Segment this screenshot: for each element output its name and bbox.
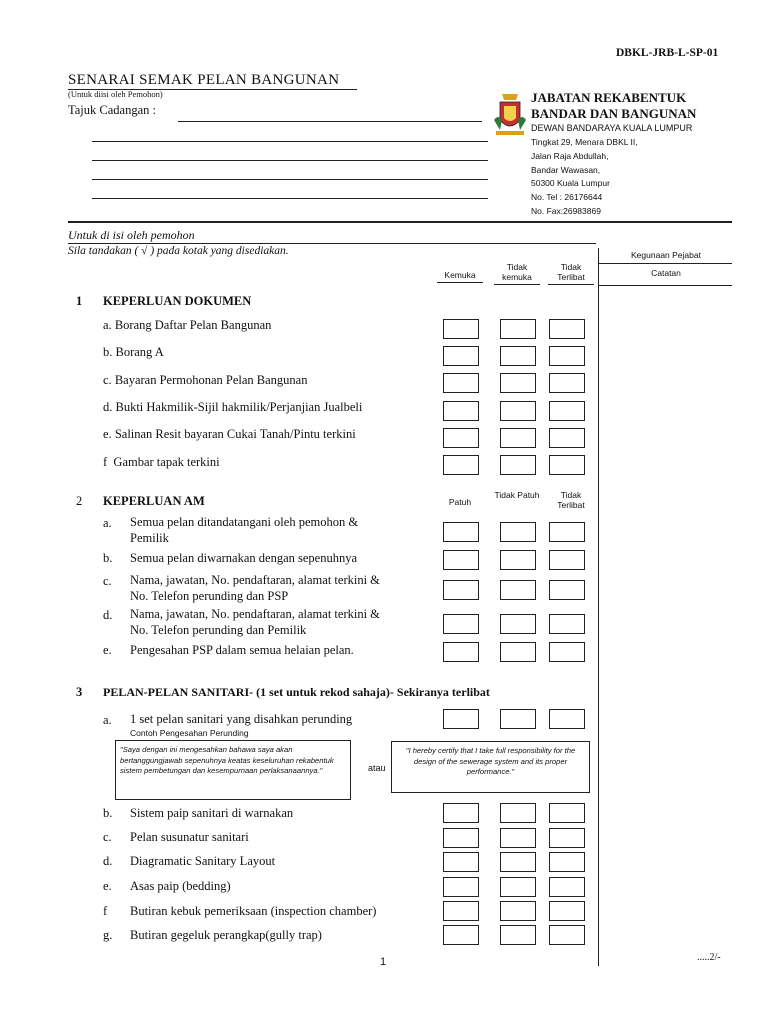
list-item: Pengesahan PSP dalam semua helaian pelan.	[130, 643, 354, 657]
continuation-marker: .....2/-	[697, 952, 721, 963]
checkbox[interactable]	[549, 925, 585, 945]
tajuk-label: Tajuk Cadangan :	[68, 103, 156, 117]
office-column-border	[598, 248, 599, 966]
note-underline	[68, 243, 596, 244]
list-item: Semua pelan diwarnakan dengan sepenuhnya	[130, 551, 358, 565]
applicant-note: Untuk di isi oleh pemohon	[68, 228, 195, 242]
instruction: Sila tandakan ( √ ) pada kotak yang disediakan.	[68, 245, 289, 257]
example-caption: Contoh Pengesahan Perunding	[130, 728, 249, 738]
checkbox[interactable]	[500, 642, 536, 662]
checkbox[interactable]	[500, 428, 536, 448]
col-underline	[548, 284, 594, 285]
document-code: DBKL-JRB-L-SP-01	[616, 47, 719, 59]
dbkl-crest-icon	[492, 90, 528, 140]
checkbox[interactable]	[549, 614, 585, 634]
checkbox[interactable]	[500, 522, 536, 542]
col-underline	[437, 282, 483, 283]
col-tidak-kemuka: Tidak kemuka	[502, 262, 532, 282]
tajuk-line-5[interactable]	[92, 198, 488, 199]
tajuk-line-2[interactable]	[92, 141, 488, 142]
col-patuh: Patuh	[448, 497, 472, 507]
checkbox[interactable]	[443, 828, 479, 848]
checkbox[interactable]	[443, 877, 479, 897]
section-1-number: 1	[76, 294, 83, 308]
item-letter: e.	[103, 879, 112, 893]
list-item: Sistem paip sanitari di warnakan	[130, 806, 294, 820]
item-letter: c.	[103, 830, 112, 844]
page-subtitle: (Untuk diisi oleh Pemohon)	[68, 89, 163, 99]
address-line: Jalan Raja Abdullah,	[531, 150, 609, 161]
checkbox[interactable]	[443, 550, 479, 570]
checkbox[interactable]	[443, 428, 479, 448]
checkbox[interactable]	[549, 901, 585, 921]
section-3-number: 3	[76, 685, 83, 699]
tajuk-line-3[interactable]	[92, 160, 488, 161]
checkbox[interactable]	[549, 580, 585, 600]
section-3-title: PELAN-PELAN SANITARI- (1 set untuk rekod sahaja)- Sekiranya terlibat	[103, 685, 490, 699]
checkbox[interactable]	[500, 803, 536, 823]
list-item: 1 set pelan sanitari yang disahkan perunding	[130, 712, 353, 726]
item-letter: d.	[103, 608, 113, 622]
checkbox[interactable]	[500, 455, 536, 475]
checkbox[interactable]	[549, 522, 585, 542]
tajuk-line-4[interactable]	[92, 179, 488, 180]
checkbox[interactable]	[443, 455, 479, 475]
dept-line-1: JABATAN REKABENTUK	[531, 90, 687, 105]
checkbox[interactable]	[500, 901, 536, 921]
item-letter: g.	[103, 928, 113, 942]
address-line: 50300 Kuala Lumpur	[531, 178, 610, 189]
col-tidak-terlibat-2: Tidak Terlibat	[557, 490, 585, 510]
checkbox[interactable]	[549, 373, 585, 393]
item-letter: b.	[103, 551, 113, 565]
checkbox[interactable]	[500, 709, 536, 729]
checkbox[interactable]	[549, 803, 585, 823]
checkbox[interactable]	[549, 642, 585, 662]
dept-org: DEWAN BANDARAYA KUALA LUMPUR	[531, 123, 693, 133]
checkbox[interactable]	[549, 455, 585, 475]
address-line: Bandar Wawasan,	[531, 164, 601, 175]
section-1-title: KEPERLUAN DOKUMEN	[103, 294, 252, 308]
item-letter: a.	[103, 713, 112, 727]
checkbox[interactable]	[500, 828, 536, 848]
list-item: f Gambar tapak terkini	[103, 455, 220, 469]
checkbox[interactable]	[549, 319, 585, 339]
checkbox[interactable]	[500, 319, 536, 339]
col-tidak-patuh: Tidak Patuh	[494, 490, 540, 500]
list-item: e. Salinan Resit bayaran Cukai Tanah/Pintu terkini	[103, 427, 356, 441]
checkbox[interactable]	[443, 709, 479, 729]
list-item: Asas paip (bedding)	[130, 879, 231, 893]
dept-address	[531, 136, 638, 219]
checkbox[interactable]	[549, 877, 585, 897]
section-2-number: 2	[76, 494, 83, 508]
item-letter: c.	[103, 574, 112, 588]
address-line: Tingkat 29, Menara DBKL II,	[531, 137, 638, 147]
checkbox[interactable]	[443, 803, 479, 823]
checkbox[interactable]	[500, 877, 536, 897]
checkbox[interactable]	[500, 346, 536, 366]
english-certification-box: "I hereby certify that I take full responsibility for the design of the sewerage system and its proper performance."	[391, 741, 590, 793]
checkbox[interactable]	[443, 580, 479, 600]
item-letter: b.	[103, 806, 113, 820]
checkbox[interactable]	[500, 550, 536, 570]
col-tidak-terlibat: Tidak Terlibat	[557, 262, 585, 282]
checkbox[interactable]	[443, 319, 479, 339]
checkbox[interactable]	[549, 346, 585, 366]
checkbox[interactable]	[500, 925, 536, 945]
checkbox[interactable]	[500, 373, 536, 393]
catatan-line	[598, 285, 732, 286]
phone-number: No. Tel : 26176644	[531, 192, 603, 203]
list-item: Butiran kebuk pemeriksaan (inspection chamber)	[130, 904, 377, 918]
checkbox[interactable]	[443, 401, 479, 421]
checkbox[interactable]	[549, 828, 585, 848]
checkbox[interactable]	[549, 428, 585, 448]
tajuk-line-1[interactable]	[178, 121, 482, 122]
list-item: Diagramatic Sanitary Layout	[130, 854, 276, 868]
office-heading-line	[598, 263, 732, 264]
checkbox[interactable]	[443, 642, 479, 662]
page-title: SENARAI SEMAK PELAN BANGUNAN	[68, 72, 340, 88]
list-item: Butiran gegeluk perangkap(gully trap)	[130, 928, 322, 942]
checkbox[interactable]	[443, 373, 479, 393]
dept-line-2: BANDAR DAN BANGUNAN	[531, 106, 697, 121]
checkbox[interactable]	[549, 550, 585, 570]
list-item: a. Borang Daftar Pelan Bangunan	[103, 318, 272, 332]
malay-certification-box: "Saya dengan ini mengesahkan bahawa saya akan bertanggungjawab sepenuhnya keatas keseluruhan rekabentuk sistem pembetungan dan kesempurnaan perlaksanaannya."	[115, 740, 351, 800]
checkbox[interactable]	[500, 852, 536, 872]
checkbox[interactable]	[443, 901, 479, 921]
list-item: Pelan susunatur sanitari	[130, 830, 249, 844]
catatan-heading: Catatan	[651, 268, 681, 278]
office-heading: Kegunaan Pejabat	[631, 250, 701, 260]
item-letter: e.	[103, 643, 112, 657]
list-item: Semua pelan ditandatangani oleh pemohon & Pemilik	[130, 515, 359, 545]
header-divider	[68, 221, 732, 223]
list-item: c. Bayaran Permohonan Pelan Bangunan	[103, 373, 308, 387]
list-item: Nama, jawatan, No. pendaftaran, alamat terkini & No. Telefon perunding dan Pemilik	[130, 607, 380, 637]
checkbox[interactable]	[443, 852, 479, 872]
item-letter: a.	[103, 516, 112, 530]
col-underline	[494, 284, 540, 285]
checkbox[interactable]	[443, 925, 479, 945]
checkbox[interactable]	[549, 852, 585, 872]
fax-number: No. Fax:26983869	[531, 205, 601, 216]
col-kemuka: Kemuka	[444, 270, 476, 280]
list-item: d. Bukti Hakmilik-Sijil hakmilik/Perjanjian Jualbeli	[103, 400, 363, 414]
checkbox[interactable]	[549, 709, 585, 729]
checkbox[interactable]	[443, 614, 479, 634]
list-item: b. Borang A	[103, 345, 164, 359]
checkbox[interactable]	[500, 580, 536, 600]
page-number: 1	[380, 956, 387, 968]
checkbox[interactable]	[500, 614, 536, 634]
atau-label: atau	[368, 763, 386, 773]
checkbox[interactable]	[500, 401, 536, 421]
checkbox[interactable]	[443, 522, 479, 542]
checkbox[interactable]	[549, 401, 585, 421]
item-letter: d.	[103, 854, 113, 868]
section-2-title: KEPERLUAN AM	[103, 494, 205, 508]
checkbox[interactable]	[443, 346, 479, 366]
item-letter: f	[103, 904, 108, 918]
list-item: Nama, jawatan, No. pendaftaran, alamat terkini & No. Telefon perunding dan PSP	[130, 573, 380, 603]
